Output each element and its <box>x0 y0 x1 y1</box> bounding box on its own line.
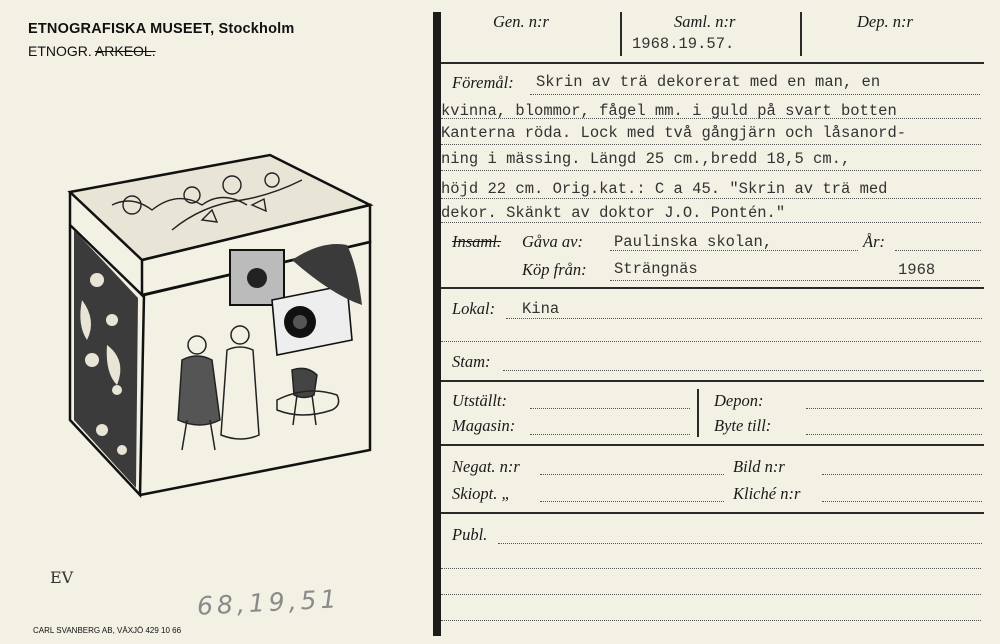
line-dots <box>540 474 724 475</box>
line-dots <box>441 170 981 171</box>
description-line-5: höjd 22 cm. Orig.kat.: C a 45. "Skrin av trä med <box>441 180 888 198</box>
description-line-4: ning i mässing. Längd 25 cm.,bredd 18,5 cm., <box>441 150 851 168</box>
line-dots <box>610 250 858 251</box>
depon-label: Depon: <box>714 391 764 410</box>
saml-label: Saml. n:r <box>674 12 736 31</box>
box-illustration <box>62 150 382 500</box>
line-dots <box>822 501 982 502</box>
line-dots <box>441 568 981 569</box>
line-dots <box>822 474 982 475</box>
line-dots <box>530 408 690 409</box>
year-value: 1968 <box>898 261 936 279</box>
section-divider <box>697 389 699 437</box>
line-dots <box>441 118 981 119</box>
department-line <box>28 43 156 59</box>
stam-label: Stam: <box>452 352 491 371</box>
description-line-2: kvinna, blommor, fågel mm. i guld på svart botten <box>441 102 897 120</box>
description-line-3: Kanterna röda. Lock med två gångjärn och låsanord- <box>441 124 907 142</box>
line-dots <box>441 144 981 145</box>
description-line-1: Skrin av trä dekorerat med en man, en <box>536 73 881 91</box>
line-dots <box>610 280 980 281</box>
card-divider <box>433 12 441 636</box>
kop-value: Strängnäs <box>614 260 698 278</box>
line-dots <box>441 620 981 621</box>
section-rule <box>441 444 984 446</box>
publ-label: Publ. <box>452 525 488 544</box>
line-dots <box>806 434 982 435</box>
bild-label: Bild n:r <box>733 457 785 476</box>
foremal-label: Föremål: <box>452 73 514 92</box>
line-dots <box>530 434 690 435</box>
line-dots <box>895 250 981 251</box>
line-dots <box>503 370 981 371</box>
header-divider-1 <box>620 12 622 56</box>
line-dots <box>806 408 982 409</box>
line-dots <box>506 318 982 319</box>
dep-label: Dep. n:r <box>857 12 913 31</box>
description-line-6: dekor. Skänkt av doktor J.O. Pontén." <box>441 204 786 222</box>
department-struck: ARKEOL. <box>94 43 156 59</box>
saml-value: 1968.19.57. <box>632 35 735 53</box>
line-dots <box>441 198 981 199</box>
utstallt-label: Utställt: <box>452 391 508 410</box>
department-prefix: ETNOGR. <box>28 43 92 59</box>
magasin-label: Magasin: <box>452 416 516 435</box>
museum-name: ETNOGRAFISKA MUSEET, Stockholm <box>28 21 295 37</box>
line-dots <box>498 543 982 544</box>
section-rule <box>441 287 984 289</box>
ar-label: År: <box>863 232 885 251</box>
skiopt-label: Skiopt. „ <box>452 484 511 503</box>
gen-label: Gen. n:r <box>493 12 549 31</box>
line-dots <box>540 501 724 502</box>
printer-line: CARL SVANBERG AB, VÄXJÖ 429 10 66 <box>33 626 182 635</box>
pencil-number: 68,19,51 <box>196 584 341 621</box>
section-rule <box>441 380 984 382</box>
gava-value: Paulinska skolan, <box>614 233 773 251</box>
section-rule <box>441 512 984 514</box>
monogram: EV <box>50 568 74 587</box>
insaml-label: Insaml. <box>452 232 502 251</box>
header-divider-2 <box>800 12 802 56</box>
kop-label: Köp från: <box>522 260 587 279</box>
line-dots <box>441 222 981 223</box>
negat-label: Negat. n:r <box>452 457 520 476</box>
line-dots <box>441 341 981 342</box>
line-dots <box>441 594 981 595</box>
kliche-label: Kliché n:r <box>733 484 801 503</box>
lokal-value: Kina <box>522 300 560 318</box>
lokal-label: Lokal: <box>452 299 496 318</box>
gava-label: Gåva av: <box>522 232 583 251</box>
line-dots <box>530 94 980 95</box>
header-rule <box>441 62 984 64</box>
byte-label: Byte till: <box>714 416 772 435</box>
